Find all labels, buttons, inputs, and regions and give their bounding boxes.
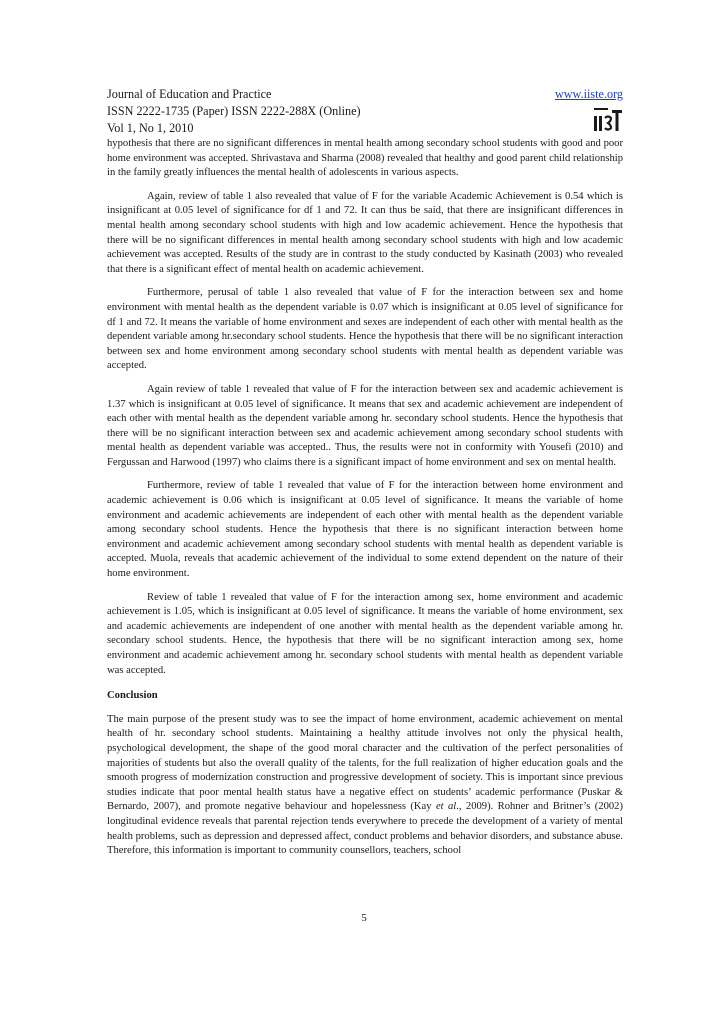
page-content [107,86,623,859]
volume-line: Vol 1, No 1, 2010 [107,121,194,135]
paragraph-4: Again review of table 1 revealed that value of F for the interaction between sex and academic achievement is 1.37 which is insignificant at 0.05 level of significance. It means that sex and academic achievement are independent of each other with mental health as the dependent variable among hr. secondary school students. Hence the hypothesis that there will be no significant interaction between sex and academic achievement among secondary school students with mental health as dependent variable was accepted.. Thus, the results were not in conformity with Yousefi (2010) and Fergussan and Harwood (1997) who claims there is a significant impact of home environment and sex on mental health. [107,383,623,468]
conclusion-heading: Conclusion [107,690,158,702]
paragraph-6: Review of table 1 revealed that value of F for the interaction among sex, home environment and academic achievement is 1.05, which is insignificant at 0.05 level of significance. It means the variable of home environment, sex and academic achievements are independent of one another with mental health as the dependent variable among hr. secondary school students. Hence, the hypothesis that there will be no significant interaction among sex, home environment and academic achievement among hr. secondary school students with mental health as dependent variable was accepted. [107,591,623,676]
journal-header [107,86,623,137]
journal-url-link[interactable]: www.iiste.org [554,87,623,101]
page-number: 5 [361,912,367,924]
iiste-logo-icon [593,106,623,132]
conclusion-paragraph [107,713,623,859]
journal-title: Journal of Education and Practice [107,87,272,101]
paragraph-2: Again, review of table 1 also revealed that value of F for the variable Academic Achievement is 0.54 which is insignificant at 0.05 level of significance for df 1 and 72. It can thus be said, that there are insignificant differences in mental health among secondary school students with high and low academic achievement. Hence the hypothesis that there will be no significant differences in mental health among secondary school students with high and low academic achievement was accepted. Results of the study are in contrast to the study conducted by Kasinath (2003) who revealed that there is a significant effect of mental health on academic achievement. [107,190,623,275]
conclusion-text-part-2: ., 2009). Rohner and Britner’s (2002) longitudinal evidence reveals that parental rejection tends everywhere to precede the development of a variety of mental health problems, such as depression and depressed affect, conduct problems and behavior disorders, and substance abuse. Therefore, this information is important to community counsellors, teachers, school [107,801,623,857]
paragraph-3: Furthermore, perusal of table 1 also revealed that value of F for the interaction between sex and home environment with mental health as the dependent variable is 0.07 which is insignificant at 0.05 level of significance for df 1 and 72. It means the variable of home environment and sexes are independent of each other with mental health as the dependent variable among hr.secondary school students. Hence the hypothesis that there will be no significant interaction between sex and home environment among secondary school students with mental health as dependent variable was accepted. [107,287,623,372]
issn-line: ISSN 2222-1735 (Paper) ISSN 2222-288X (Online) [107,104,361,118]
article-body [107,137,623,859]
conclusion-italic: et al [435,801,457,813]
paragraph-1: hypothesis that there are no significant differences in mental health among secondary school students with good and poor home environment was accepted. Shrivastava and Sharma (2008) revealed that healthy and good parent child relationship in the family greatly influences the mental health of adolescents in various aspects. [107,138,623,179]
paragraph-5: Furthermore, review of table 1 revealed that value of F for the interaction between home environment and academic achievement is 0.06 which is insignificant at 0.05 level of significance. It means the variable of home environment and academic achievements are independent of each other with mental health as the dependent variable among secondary school students. Hence the hypothesis that there is no significant interaction between home environment and academic achievement among secondary school students with mental health as dependent variable is accepted. Muola, reveals that academic achievement of the individual to some extend dependent on the nature of their home environment. [107,480,623,580]
conclusion-text-part-1: The main purpose of the present study was to see the impact of home environment, academic achievement on mental health of hr. secondary school students. Maintaining a healthy attitude involves not only the physical health, psychological development, the shape of the good moral character and the cultivation of the perfect personalities of majorities of students but also the overall quality of the talents, for the full realization of higher education goals and the smooth progress of modernization construction and progressive development of society. This is important since previous studies indicate that poor mental health status have a negative effect on students’ academic performance (Puskar & Bernardo, 2007), and promote negative behaviour and hopelessness (Kay [107,713,623,813]
